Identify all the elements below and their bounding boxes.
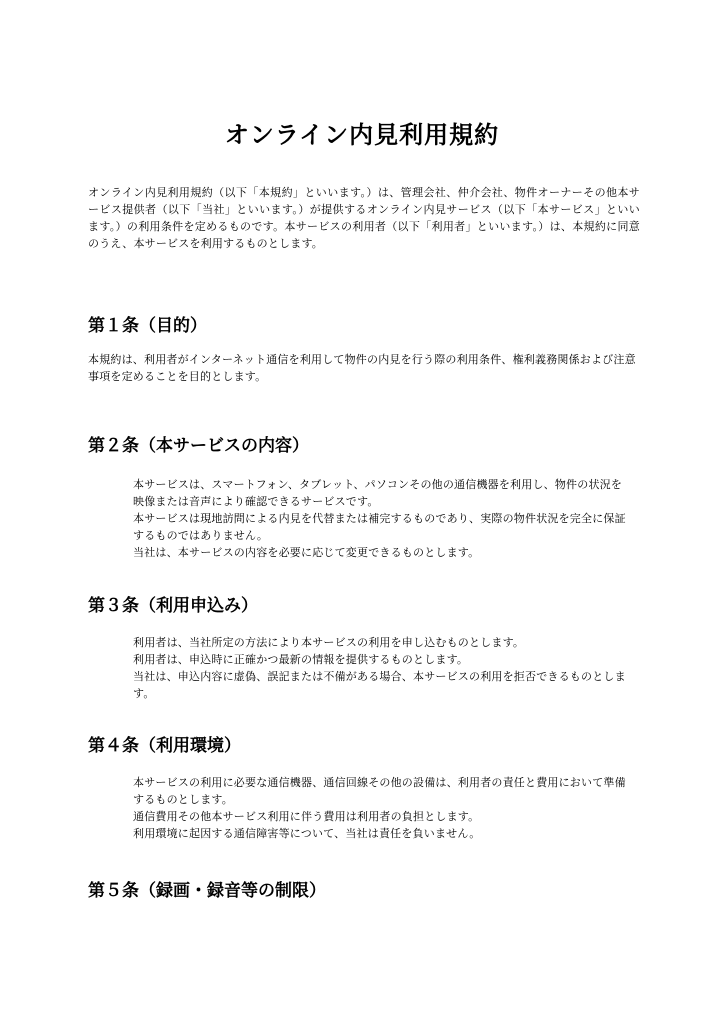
list-item: 当社は、申込内容に虚偽、誤記または不備がある場合、本サービスの利用を拒否できるものとします。 bbox=[133, 670, 626, 700]
article-4-heading: 第４条（利用環境） bbox=[88, 736, 241, 756]
intro-paragraph: オンライン内見利用規約（以下「本規約」といいます。）は、管理会社、仲介会社、物件オーナーその他本サービス提供者（以下「当社」といいます。）が提供するオンライン内見サービス（以下「本サービス」といいます。）の利用条件を定めるものです。本サービスの利用者（以下「利用者」といいます。）は、本規約に同意のうえ、本サービスを利用するものとします。 bbox=[88, 186, 640, 250]
list-item: 本サービスは現地訪問による内見を代替または補完するものであり、実際の物件状況を完全に保証するものではありません。 bbox=[133, 512, 626, 542]
list-item: 通信費用その他本サービス利用に伴う費用は利用者の負担とします。 bbox=[133, 810, 480, 823]
article-2-items bbox=[133, 476, 633, 561]
article-3-items bbox=[133, 634, 633, 702]
list-item: 本サービスは、スマートフォン、タブレット、パソコンその他の通信機器を利用し、物件の状況を映像または音声により確認できるサービスです。 bbox=[133, 478, 623, 508]
article-2-heading: 第２条（本サービスの内容） bbox=[88, 436, 309, 456]
list-item: 本サービスの利用に必要な通信機器、通信回線その他の設備は、利用者の責任と費用において準備するものとします。 bbox=[133, 776, 626, 806]
list-item: 当社は、本サービスの内容を必要に応じて変更できるものとします。 bbox=[133, 546, 480, 559]
document-title: オンライン内見利用規約 bbox=[224, 121, 500, 149]
article-4-items bbox=[133, 774, 633, 842]
list-item: 利用者は、当社所定の方法により本サービスの利用を申し込むものとします。 bbox=[133, 636, 525, 649]
article-5-heading: 第５条（録画・録音等の制限） bbox=[88, 881, 326, 901]
article-1-heading: 第１条（目的） bbox=[88, 316, 207, 336]
article-3-heading: 第３条（利用申込み） bbox=[88, 596, 258, 616]
list-item: 利用環境に起因する通信障害等について、当社は責任を負いません。 bbox=[133, 827, 481, 840]
list-item: 利用者は、申込時に正確かつ最新の情報を提供するものとします。 bbox=[133, 653, 469, 666]
article-1-text: 本規約は、利用者がインターネット通信を利用して物件の内見を行う際の利用条件、権利義務関係および注意事項を定めることを目的とします。 bbox=[88, 353, 636, 383]
